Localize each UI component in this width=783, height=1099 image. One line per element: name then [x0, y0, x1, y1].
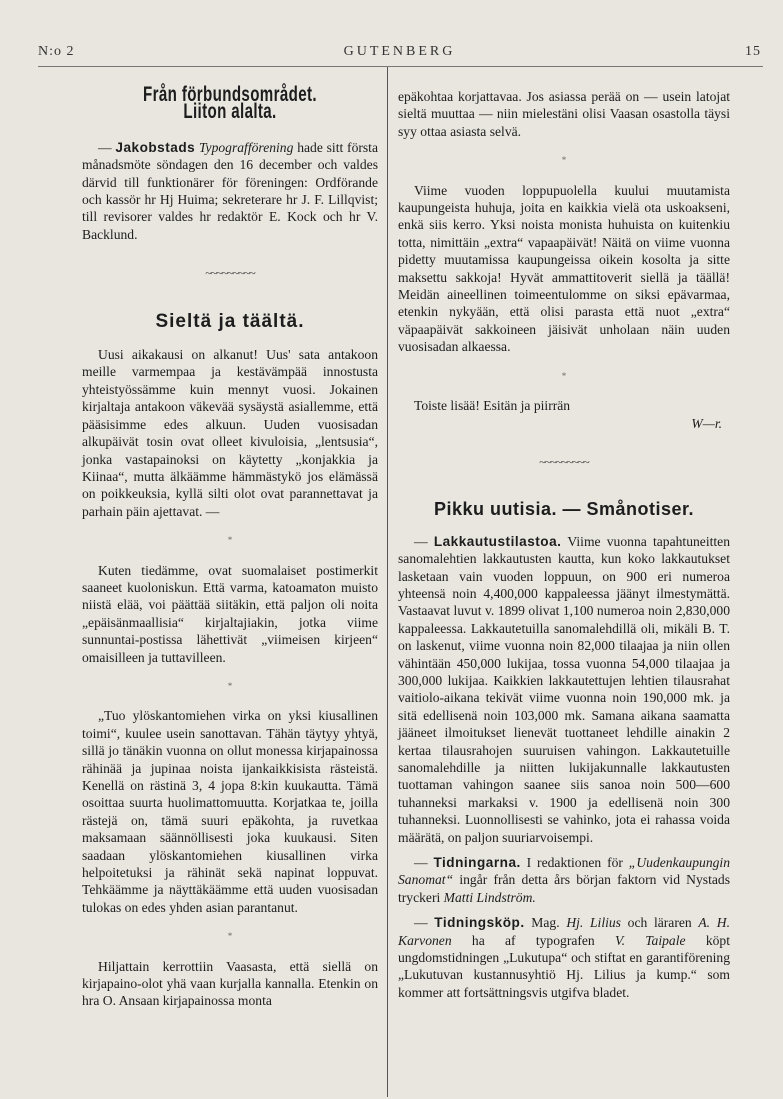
newspaper-name: „Uudenkaupungin Sanomat“: [398, 855, 730, 888]
right-column: [398, 88, 730, 1001]
notice-tidningskop: [398, 914, 730, 1001]
author-signature: W—r.: [691, 415, 722, 431]
notice-text: ingår från detta års början faktorn vid Nystads tryckeri: [398, 872, 730, 905]
article-italic-name: Typografförening: [199, 139, 294, 155]
closing-line: Toiste lisää! Esitän ja piirrän: [414, 398, 571, 414]
section-heading-sielta: Sieltä ja täältä.: [155, 310, 305, 332]
ornament-divider: ~~~~~~~~~: [539, 454, 589, 469]
page-number: 15: [745, 44, 761, 59]
page-header: [38, 44, 761, 66]
person-name: V. Taipale: [615, 932, 686, 948]
notice-text: köpt ungdomstidningen „Lukutupa“ och stiftat en garantiförening „Lukutuvan kustannusyhtiö Hj. Lilius ja kump.“ som kommer att fortsättningsvis utgifva bladet.: [398, 932, 730, 1000]
section-heading-smanotiser: Pikku uutisia. — Smånotiser.: [433, 499, 695, 520]
person-name: Matti Lindström.: [443, 889, 536, 905]
notice-lakkautustilastoa: [398, 533, 730, 846]
paragraph-collector: „Tuo ylöskantomiehen virka on yksi kiusallinen toimi“, kuulee usein sanottavan. Tähän täytyy yhtyä, sillä jo tänäkin vuonna on ollut monessa kirjapainossa rähinää ja jupinaa noista ijankaikkisista rästeistä. Kenellä on rästinä 3, 4 jopa 8:kin kuukautta. Tämä osoittaa suurta huolimattomuutta. Korjatkaa te, joilla rästejä on, tämä suuri epäkohta, ja ruvetkaa maksamaan säännöllisesti joka kuukausi. Siten saadaan ylöskantomiehen kiusallinen virka helpoitetuksi ja rähinät sekä napinat loppuvat. Tehkäämme ja näyttäkäämme että uuden vuosisadan tulokas on edes yhden asian parantanut.: [82, 708, 378, 915]
notice-title: Tidningsköp.: [434, 915, 525, 931]
ornament-divider: ~~~~~~~~~: [205, 266, 255, 281]
dash: —: [98, 139, 116, 155]
section-heading-forbund: Från förbundsområdet. Liiton alalta.: [143, 83, 317, 124]
notice-text: Mag.: [524, 915, 567, 931]
asterisk-separator: *: [561, 155, 567, 166]
column-divider: [387, 67, 388, 1097]
masthead-title: GUTENBERG: [343, 44, 456, 59]
person-name: Hj. Lilius: [566, 915, 621, 931]
asterisk-separator: *: [227, 535, 233, 546]
dash: —: [414, 533, 434, 549]
paragraph-vaasa: Hiljattain kerrottiin Vaasasta, että siellä on kirjapaino-olot yhä vaan kurjalla kannalla. Etenkin on hra O. Ansaan kirjapainossa monta: [82, 958, 378, 1009]
paragraph-new-era: Uusi aikakausi on alkanut! Uus' sata antakoon meille varmempaa ja kestävämpää innostusta yhteistyössämme kuin mennyt vuosi. Jokainen kirjaltaja antakoon väkevää sysäystä asiallemme, että pääsisimme edes alkuun. Uuden vuosisadan alkupäivät tosin ovat olleet kivuloisia, „lentsusia“, jonka vastapainoksi on käytetty „konjakkia ja Kiinaa“, mutta älkäämme hämmästykö jos elämässä on poikkeuksia, kyllä silti olot ovat parannettavat ja parhain päin ajettavat. —: [82, 347, 378, 519]
article-lead-word: Jakobstads: [115, 139, 196, 155]
paragraph-vaasa-continued: epäkohtaa korjattavaa. Jos asiassa perää on — usein latojat sieltä muuttaa — niin mielestäni olisi Vaasan osastolla täysi syy ottaa asiasta selvä.: [398, 89, 730, 139]
notice-text: och läraren: [620, 915, 699, 931]
issue-number: N:o 2: [38, 44, 75, 59]
notice-title: Tidningarna.: [433, 855, 521, 871]
notice-title: Lakkautustilastoa.: [433, 533, 562, 549]
paragraph-extra-holidays: Viime vuoden loppupuolella kuului muutamista kaupungeista huhuja, joita en kaikkia vielä ota uskoakseni, enkä siis kerro. Yksi noista monista huhuista on kuitenkiu totta, nimittäin „extra“ vapaapäivät! Näitä on viime vuonna pidetty muutamissa kaupungeissa oikein kosolta ja sitte maksettu sakkoja! Hyvät ammattitoverit siellä ja täällä! Meidän aineellinen toimeentulomme on siksi epävarmaa, etenkin nykyään, että olisi parasta että nuot „extra“ väpaapäivät sakkoineen jäisivät unholaan näin uuden vuosisadan alkaessa.: [398, 182, 730, 355]
article-body: hade sitt första månadsmöte söndagen den 16 december och valdes därvid till funktionärer för föreningen: Ordförande och kassör hr Hj Huima; sekreterare hr J. F. Lillqvist; till revisorer valdes hr redaktör E. Kock och hr V. Backlund.: [82, 139, 378, 242]
dash: —: [414, 855, 434, 871]
article-jakobstads: [82, 139, 378, 243]
asterisk-separator: *: [561, 370, 567, 381]
notice-text: ha af typografen: [451, 932, 616, 948]
paragraph-postage-stamps: Kuten tiedämme, ovat suomalaiset postimerkit saaneet kuoloniskun. Että varma, katoamaton muisto niistä elää, voi päättää siitäkin, että paljon oli noita „epäisänmaallisia“ kirjaltajiakin, jotka viime sunnuntai-postissa lähettivät „viimeisen kirjeen“ omaisilleen ja tuttavilleen.: [82, 562, 378, 665]
notice-text: I redaktionen för: [520, 855, 629, 871]
asterisk-separator: *: [227, 931, 233, 942]
person-name: A. H. Karvonen: [398, 915, 730, 948]
notice-body: Viime vuonna tapahtuneitten sanomalehtien lakkautusten kautta, kun koko lakkautukset lasketaan vain vuoden loppuun, on 900 eri numeroa yhteensä noin 4,400,000 kappaleessa jäänyt ilmestymättä. Vastaavat luvut v. 1899 olivat 1,100 numeroa noin 2,830,000 kappaleessa. Lakkautetuilla sanomalehdillä oli, mikäli B. T. on laskenut, viime vuonna noin 82,000 tilaajaa ja niin ollen vähintään 450,000 lukijaa, tossa vuonna 54,000 tilaajaa ja 300,000 lukijaa. Kaikkien lakkautettujen lehtien tilausrahat vaitiolo-aikana tekivät viime vuonna noin 190,000 mk. ja sitä edellisenä noin 103,000 mk. Samana aikana saamatta jääneet ilmoitukset lienevät tuottaneet lehdille ainakin 2 kertaa tilausrahojen suuruisen vahingon. Lakkautetuille sanomalehdille ja niitten lukijakunnalle lakkautusten tuottaman vahingon saanee siis sanoa noin 500—600 tuhanneksi markaksi v. 1900 ja edellisenä noin 300 tuhanneksi. Luonnollisesti se vahinko, jota ei rahassa voida määrätä, on paljon suuriarvoisempi.: [398, 533, 730, 845]
header-rule: [38, 66, 763, 67]
left-column: [82, 83, 378, 1010]
notice-tidningarna: [398, 854, 730, 906]
dash: —: [414, 915, 435, 931]
asterisk-separator: *: [227, 680, 233, 691]
